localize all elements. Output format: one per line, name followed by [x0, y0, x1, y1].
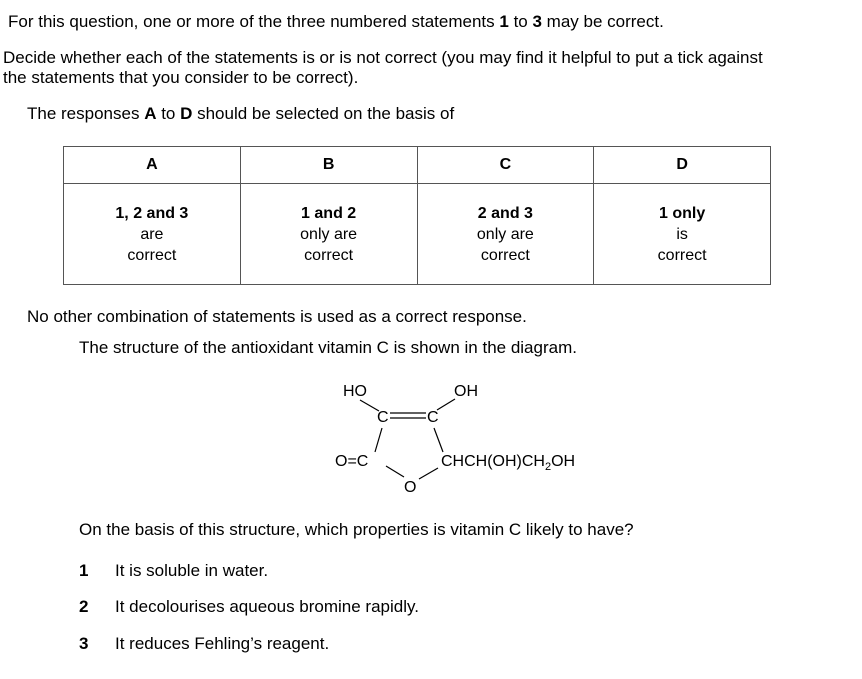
header-c: C [417, 147, 594, 184]
intro-text: may be correct. [541, 12, 664, 31]
cell-text: correct [480, 246, 530, 264]
cell-text: correct [657, 246, 707, 264]
bond-ho-c [360, 400, 379, 411]
intro-text: to [156, 104, 181, 123]
cell-text: only are [300, 225, 358, 243]
ring-oxygen: O [404, 479, 417, 496]
statement-text: It reduces Fehling’s reagent. [115, 634, 330, 653]
header-d: D [594, 147, 771, 184]
carbonyl-label: O=C [335, 453, 369, 470]
no-other-note: No other combination of statements is used as a correct response. [27, 307, 527, 326]
statement-ref: 1 [499, 12, 509, 31]
statement-text: It decolourises aqueous bromine rapidly. [115, 597, 419, 616]
cell-bold: 1 and 2 [301, 204, 357, 222]
ring-carbon-right: C [427, 409, 439, 426]
response-ref: D [180, 104, 193, 123]
header-a: A [64, 147, 241, 184]
bond-ring-oxygen-left [386, 466, 404, 477]
cell-bold: 1, 2 and 3 [115, 204, 189, 222]
statement-number: 2 [79, 597, 89, 616]
intro-line-2: Decide whether each of the statements is or is not correct (you may find it helpful to put a tick against [3, 48, 763, 67]
ho-label: HO [343, 383, 367, 400]
bond-ring-left [375, 428, 382, 452]
cell-text: correct [127, 246, 177, 264]
bond-ring-right [434, 428, 443, 452]
side-chain-label: $CHCH(OH)CH_2OH$ [441, 453, 576, 473]
bond-ring-oxygen-right [419, 468, 438, 479]
cell-text: are [140, 225, 164, 243]
cell-text: only are [476, 225, 534, 243]
intro-text: The responses [27, 104, 145, 123]
intro-line-3: the statements that you consider to be correct). [3, 68, 359, 87]
intro-text: For this question, one or more of the three numbered statements [8, 12, 500, 31]
cell-text: is [676, 225, 688, 243]
intro-text: to [508, 12, 533, 31]
ring-carbon-left: C [377, 409, 389, 426]
header-b: B [240, 147, 417, 184]
statement-ref: 3 [532, 12, 542, 31]
cell-bold: 1 only [659, 204, 706, 222]
cell-text: correct [304, 246, 354, 264]
intro-text: should be selected on the basis of [192, 104, 455, 123]
statement-number: 3 [79, 634, 89, 653]
response-ref: A [144, 104, 157, 123]
statement-number: 1 [79, 561, 89, 580]
statement-text: It is soluble in water. [115, 561, 269, 580]
cell-bold: 2 and 3 [477, 204, 533, 222]
structure-intro: The structure of the antioxidant vitamin C is shown in the diagram. [79, 338, 577, 357]
oh-label: OH [454, 383, 478, 400]
bond-oh-c [437, 399, 455, 410]
question-text: On the basis of this structure, which properties is vitamin C likely to have? [79, 520, 634, 539]
